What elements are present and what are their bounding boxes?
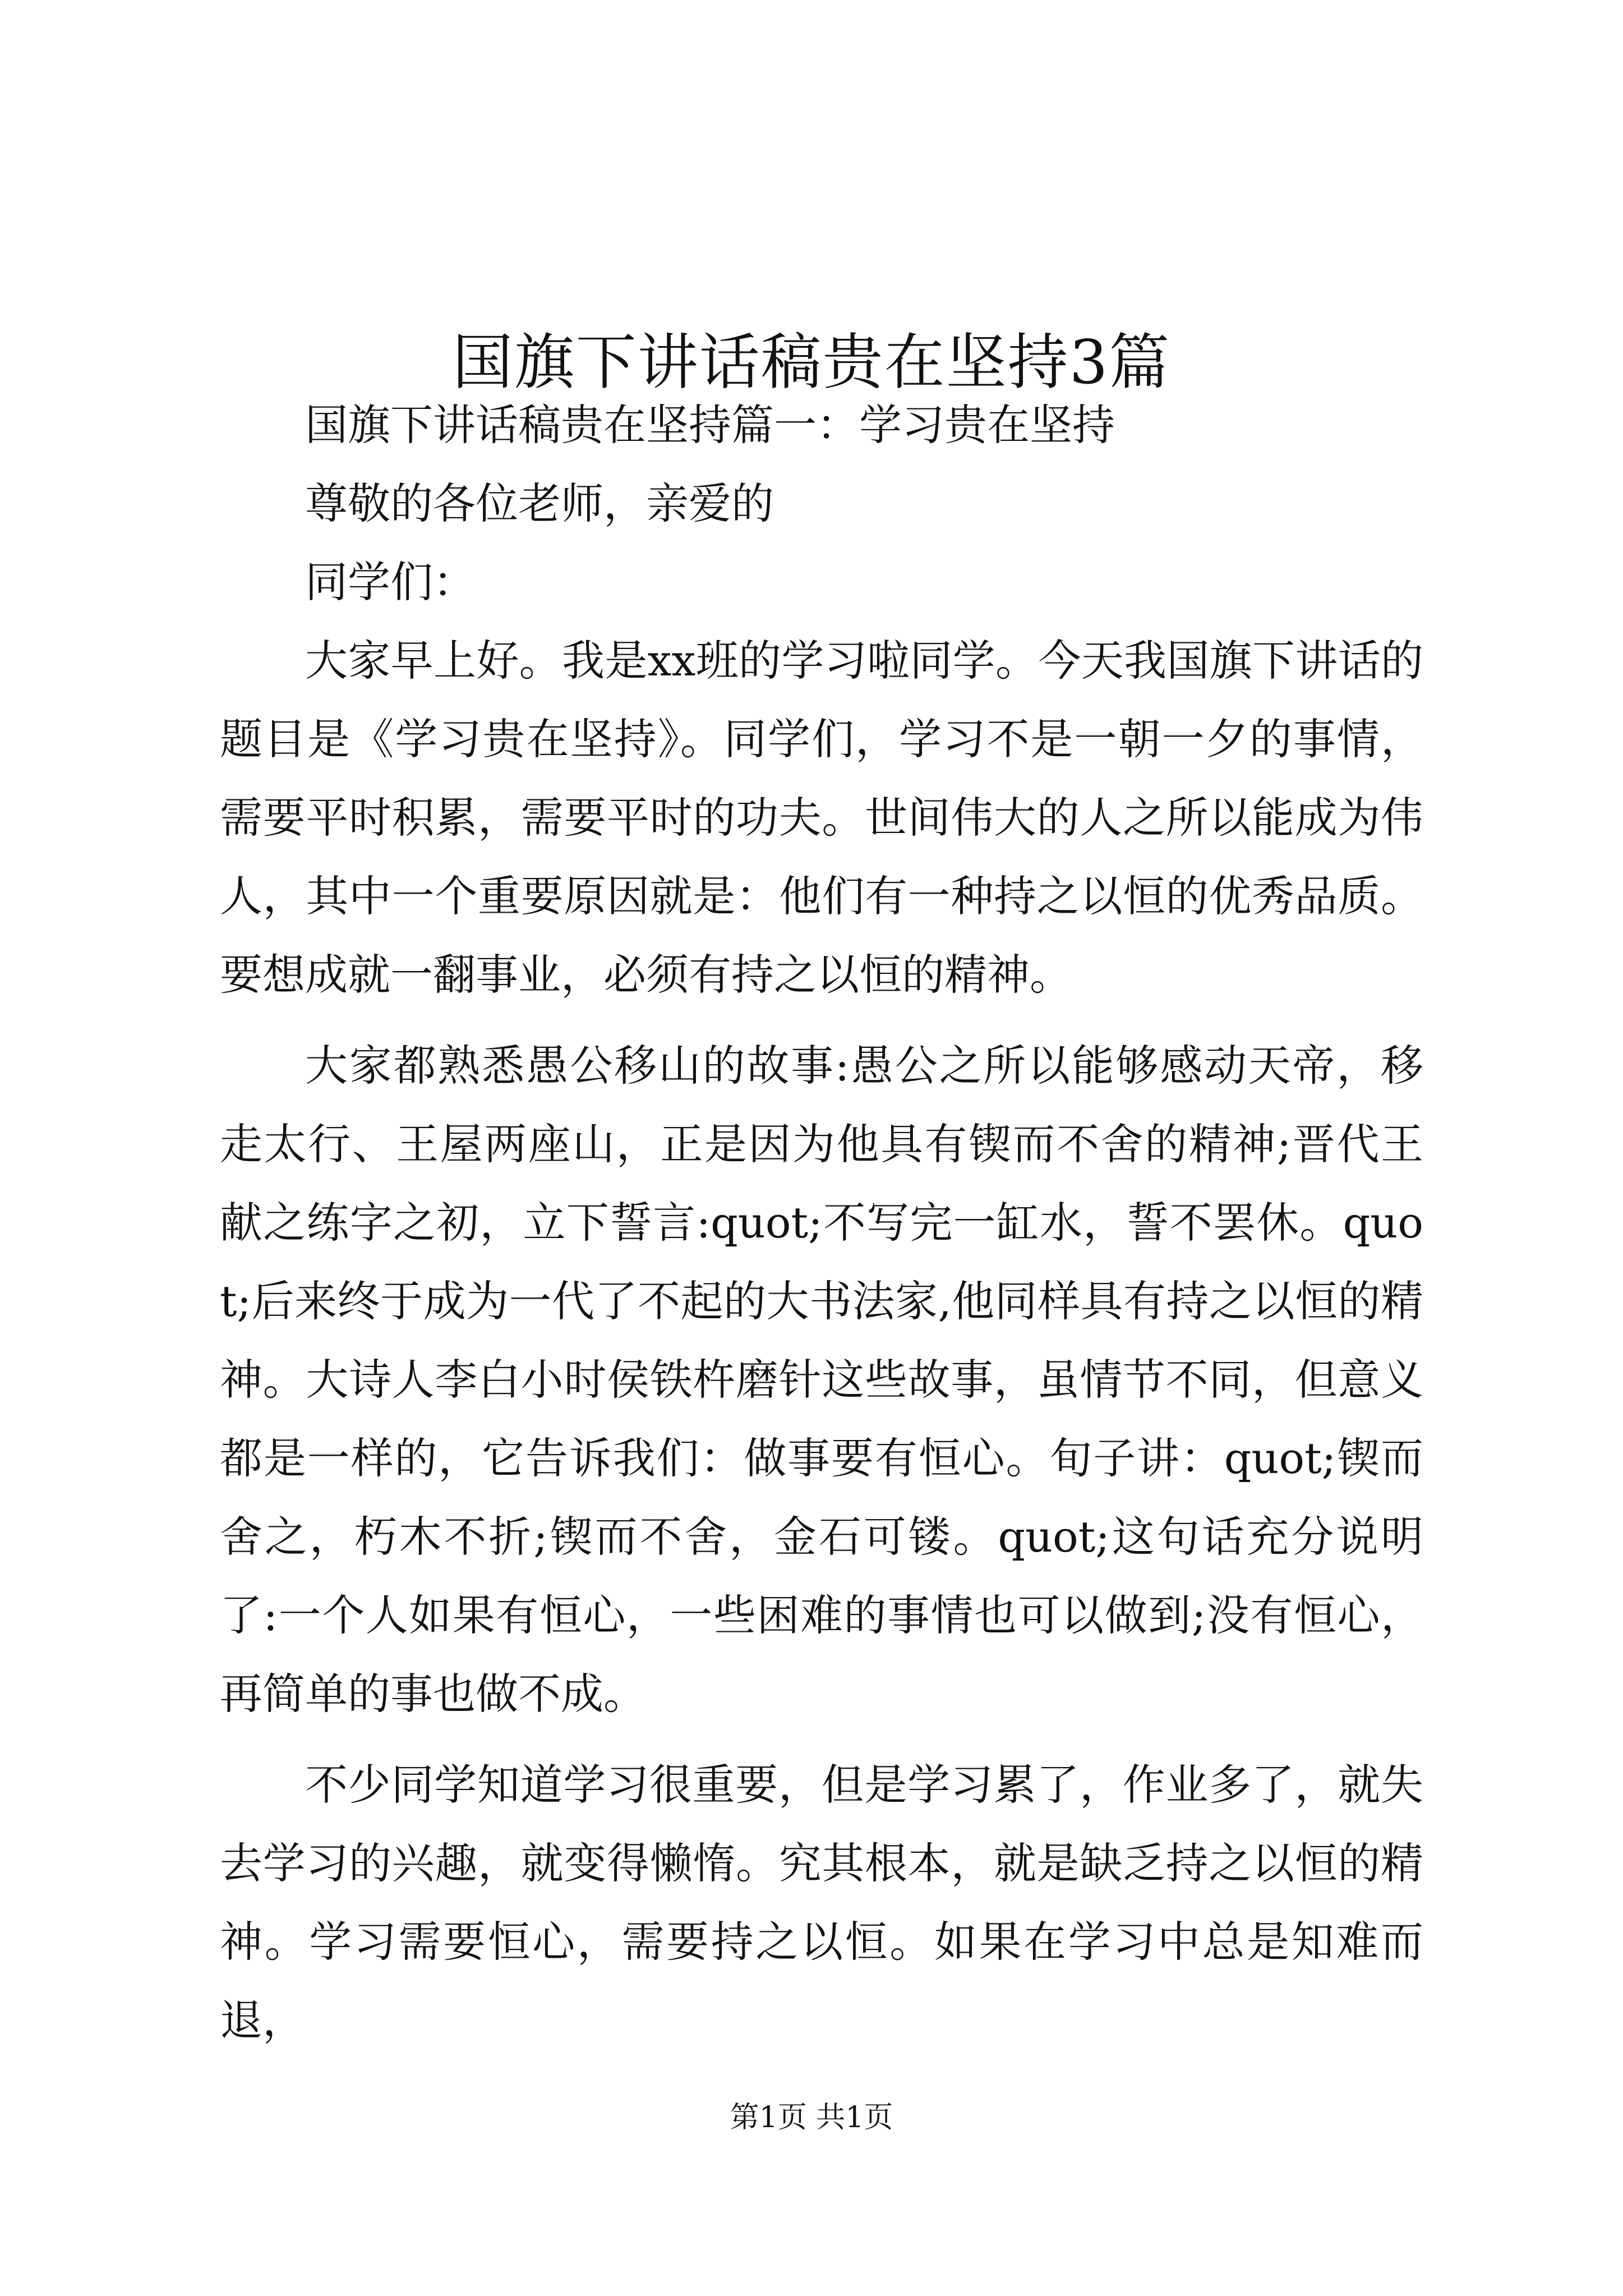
document-title: 国旗下讲话稿贵在坚持3篇 xyxy=(452,328,1171,398)
body-paragraph: 大家早上好。我是xx班的学习啦同学。今天我国旗下讲话的题目是《学习贵在坚持》。同学们，学习不是一朝一夕的事情，需要平时积累，需要平时的功夫。世间伟大的人之所以能成为伟人，其中一个重要原因就是：他们有一种持之以恒的优秀品质。要想成就一翻事业，必须有持之以恒的精神。 xyxy=(220,636,1423,1000)
page-footer: 第1页 共1页 xyxy=(730,2101,893,2134)
document-body xyxy=(220,386,1423,2060)
salutation-line-1: 尊敬的各位老师，亲爱的 xyxy=(305,478,774,528)
body-paragraph: 大家都熟悉愚公移山的故事:愚公之所以能够感动天帝，移走太行、王屋两座山，正是因为他具有锲而不舍的精神;晋代王献之练字之初，立下誓言:quot;不写完一缸水，誓不罢休。quot;后来终于成为一代了不起的大书法家,他同样具有持之以恒的精神。大诗人李白小时侯铁杵磨针这些故事，虽情节不同，但意义都是一样的，它告诉我们：做事要有恒心。旬子讲：quot;锲而舍之，朽木不折;锲而不舍，金石可镂。quot;这句话充分说明了:一个人如果有恒心，一些困难的事情也可以做到;没有恒心，再简单的事也做不成。 xyxy=(220,1041,1423,1719)
section-heading: 国旗下讲话稿贵在坚持篇一：学习贵在坚持 xyxy=(305,400,1115,450)
body-paragraph: 不少同学知道学习很重要，但是学习累了，作业多了，就失去学习的兴趣，就变得懒惰。究其根本，就是缺乏持之以恒的精神。学习需要恒心，需要持之以恒。如果在学习中总是知难而退， xyxy=(220,1760,1423,2045)
salutation-line-2: 同学们： xyxy=(305,557,476,607)
